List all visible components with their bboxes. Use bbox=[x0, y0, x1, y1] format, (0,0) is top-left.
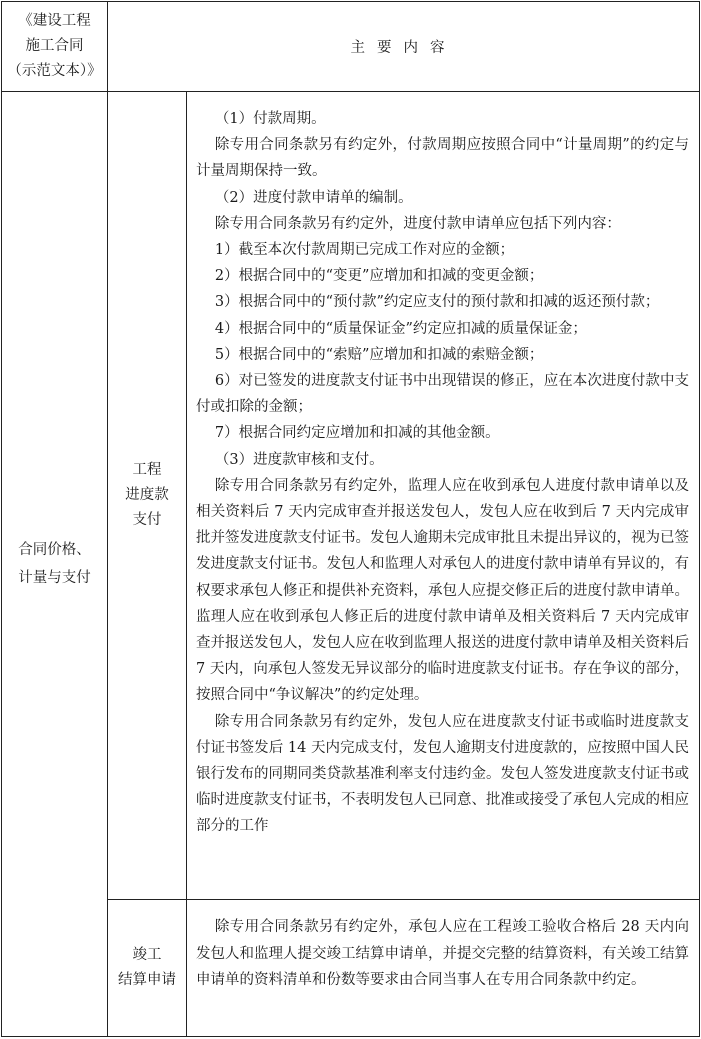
paragraph: 3）根据合同中的“预付款”约定应支付的预付款和扣减的返还预付款； bbox=[214, 294, 660, 311]
row-content-cell-progress-payment bbox=[186, 91, 700, 899]
header-left-label bbox=[7, 9, 101, 84]
paragraph: 7）根据合同约定应增加和扣减的其他金额。 bbox=[214, 425, 500, 442]
row-label-line: 工程 bbox=[132, 462, 162, 478]
section-label-line: 计量与支付 bbox=[18, 570, 91, 586]
section-label-cell bbox=[1, 91, 107, 1037]
paragraph: 除专用合同条款另有约定外，监理人应在收到承包人进度付款申请单以及相关资料后 7 天内完成审查并报送发包人，发包人应在收到后 7 天内完成审批并签发进度款支付证书。发包人逾期未完成审批且未提出异议的，视为已签发进度款支付证书。发包人和监理人对承包人的进度付款申请单有异议的，有权要求承包人修正和提供补充资料，承包人应提交修正后的进度付款申请单。监理人应在收到承包人修正后的进度付款申请单及相关资料后 7 天内完成审查并报送发包人，发包人应在收到监理人报送的进度付款申请单及相关资料后 7 天内，向承包人签发无异议部分的临时进度款支付证书。存在争议的部分，按照合同中“争议解决”的约定处理。 bbox=[196, 477, 689, 704]
row-label-final-settlement bbox=[118, 943, 176, 993]
header-left-line: （示范文本）》 bbox=[7, 63, 102, 79]
row-label-progress-payment bbox=[125, 458, 169, 533]
header-main-cell bbox=[107, 1, 700, 91]
row-label-cell-progress-payment bbox=[107, 91, 186, 899]
paragraph: 2）根据合同中的“变更”应增加和扣减的变更金额； bbox=[214, 268, 544, 285]
header-left-cell bbox=[1, 1, 107, 91]
header-left-line: 施工合同 bbox=[25, 38, 84, 54]
row-label-line: 结算申请 bbox=[118, 972, 176, 988]
header-main-title: 主要内容 bbox=[350, 40, 457, 56]
paragraph: （3）进度款审核和支付。 bbox=[214, 451, 384, 468]
paragraph: 5）根据合同中的“索赔”应增加和扣减的索赔金额； bbox=[214, 346, 544, 363]
paragraph: 除专用合同条款另有约定外，进度付款申请单应包括下列内容： bbox=[214, 215, 621, 232]
row-label-line: 进度款 bbox=[125, 487, 169, 503]
section-label-line: 合同价格、 bbox=[18, 542, 91, 558]
paragraph: 除专用合同条款另有约定外，付款周期应按照合同中“计量周期”的约定与计量周期保持一致。 bbox=[196, 137, 689, 180]
row-label-line: 支付 bbox=[132, 512, 162, 528]
paragraph: （2）进度付款申请单的编制。 bbox=[214, 189, 413, 206]
paragraph: 1）截至本次付款周期已完成工作对应的金额； bbox=[214, 242, 515, 259]
row-content-cell-final-settlement bbox=[186, 899, 700, 1037]
paragraph: 除专用合同条款另有约定外，发包人应在进度款支付证书或临时进度款支付证书签发后 14 天内完成支付，发包人逾期支付进度款的，应按照中国人民银行发布的同期同类贷款基准利率支付违约金。发包人签发进度款支付证书或临时进度款支付证书，不表明发包人已同意、批准或接受了承包人完成的相应部分的工作 bbox=[196, 713, 689, 835]
header-left-line: 《建设工程 bbox=[18, 13, 91, 29]
paragraph: （1）付款周期。 bbox=[214, 111, 326, 127]
row-label-line: 竣工 bbox=[132, 947, 162, 963]
row-label-cell-final-settlement bbox=[107, 899, 186, 1037]
section-label bbox=[18, 536, 91, 592]
paragraph: 除专用合同条款另有约定外，承包人应在工程竣工验收合格后 28 天内向发包人和监理人提交竣工结算申请单，并提交完整的结算资料，有关竣工结算申请单的资料清单和份数等要求由合同当事人在专用合同条款中约定。 bbox=[196, 919, 689, 988]
paragraph: 4）根据合同中的“质量保证金”约定应扣减的质量保证金； bbox=[214, 320, 587, 337]
paragraph: 6）对已签发的进度款支付证书中出现错误的修正，应在本次进度付款中支付或扣除的金额； bbox=[196, 373, 689, 416]
